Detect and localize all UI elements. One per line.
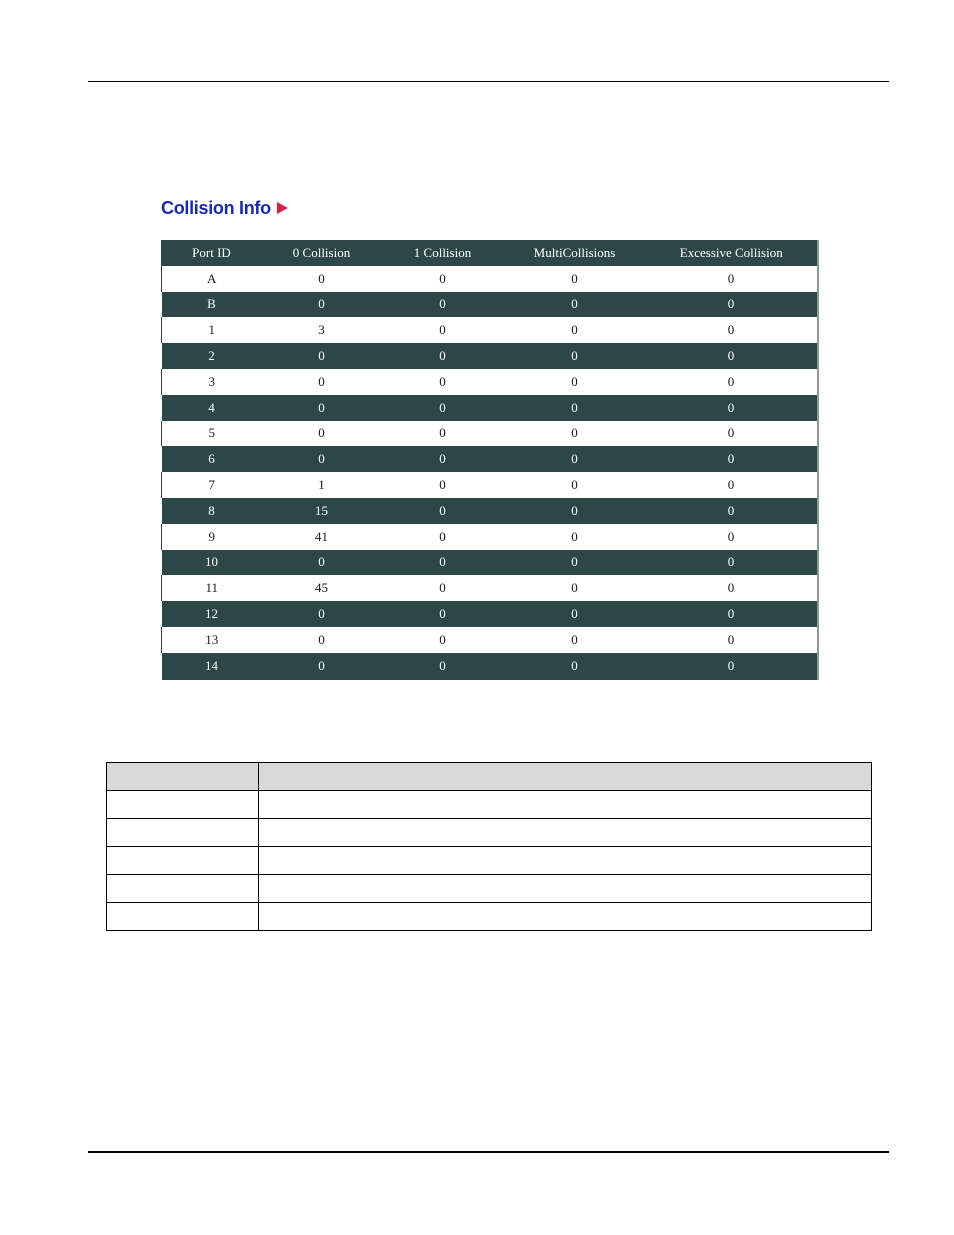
cell-multicollisions: 0 bbox=[571, 451, 578, 467]
table-row bbox=[107, 791, 872, 819]
table-row bbox=[162, 524, 818, 550]
table-row bbox=[162, 369, 818, 395]
cell-port-id: 1 bbox=[162, 317, 262, 343]
description-label-cell bbox=[107, 791, 259, 819]
cell-1-collision: 0 bbox=[439, 425, 446, 441]
description-header-description bbox=[259, 763, 872, 791]
table-row bbox=[162, 395, 818, 421]
column-header-1-collision: 1 Collision bbox=[382, 240, 504, 266]
cell-0-collision: 1 bbox=[318, 477, 325, 493]
panel-title-text: Collision Info bbox=[161, 197, 271, 218]
cell-excessive-collision: 0 bbox=[727, 502, 735, 518]
cell-excessive-collision: 0 bbox=[727, 399, 735, 415]
cell-1-collision: 0 bbox=[382, 653, 504, 679]
cell-0-collision: 0 bbox=[318, 270, 325, 286]
cell-port-id: B bbox=[207, 296, 216, 312]
table-row bbox=[162, 653, 818, 679]
description-table-header-row bbox=[107, 763, 872, 791]
cell-excessive-collision: 0 bbox=[727, 296, 735, 312]
table-row bbox=[162, 446, 818, 472]
cell-1-collision: 0 bbox=[439, 270, 446, 286]
cell-port-id: 6 bbox=[208, 451, 215, 467]
cell-multicollisions: 0 bbox=[571, 373, 578, 389]
cell-1-collision: 0 bbox=[439, 451, 446, 467]
cell-1-collision: 0 bbox=[439, 322, 446, 338]
cell-1-collision: 0 bbox=[439, 606, 446, 622]
cell-multicollisions: 0 bbox=[571, 606, 578, 622]
column-header-0-collision: 0 Collision bbox=[262, 240, 382, 266]
collision-info-title bbox=[161, 196, 288, 220]
cell-excessive-collision: 0 bbox=[646, 653, 818, 679]
description-label-cell bbox=[107, 903, 259, 931]
cell-excessive-collision: 0 bbox=[727, 606, 735, 622]
footer-rule bbox=[88, 1151, 889, 1153]
table-row bbox=[162, 343, 818, 369]
cell-multicollisions: 0 bbox=[571, 322, 578, 338]
description-text-cell bbox=[259, 847, 872, 875]
cell-port-id: 14 bbox=[162, 653, 262, 679]
header-rule bbox=[88, 81, 889, 82]
description-text-cell bbox=[259, 819, 872, 847]
cell-0-collision: 0 bbox=[318, 373, 325, 389]
cell-0-collision: 3 bbox=[318, 322, 325, 338]
cell-0-collision: 0 bbox=[318, 399, 325, 415]
cell-multicollisions: 0 bbox=[571, 554, 578, 570]
cell-1-collision: 0 bbox=[439, 477, 446, 493]
cell-0-collision: 0 bbox=[262, 653, 382, 679]
cell-port-id: 10 bbox=[205, 554, 218, 570]
cell-multicollisions: 0 bbox=[571, 580, 578, 596]
description-text-cell bbox=[259, 875, 872, 903]
column-header-excessive-collision: Excessive Collision bbox=[646, 240, 818, 266]
cell-0-collision: 0 bbox=[318, 296, 325, 312]
collision-table-body bbox=[162, 266, 818, 679]
description-label-cell bbox=[107, 819, 259, 847]
cell-0-collision: 15 bbox=[315, 502, 328, 518]
cell-1-collision: 0 bbox=[439, 502, 446, 518]
table-row bbox=[162, 550, 818, 576]
description-table bbox=[106, 762, 872, 931]
table-row bbox=[162, 421, 818, 447]
cell-excessive-collision: 0 bbox=[727, 348, 735, 364]
cell-1-collision: 0 bbox=[439, 528, 446, 544]
cell-multicollisions: 0 bbox=[571, 477, 578, 493]
table-row bbox=[107, 875, 872, 903]
cell-0-collision: 0 bbox=[318, 425, 325, 441]
table-row bbox=[162, 292, 818, 318]
table-row bbox=[162, 472, 818, 498]
table-row bbox=[162, 575, 818, 601]
cell-port-id: 11 bbox=[162, 575, 262, 601]
collision-table-header-row bbox=[162, 240, 818, 266]
cell-port-id: 4 bbox=[208, 399, 215, 415]
description-text-cell bbox=[259, 903, 872, 931]
table-row bbox=[107, 819, 872, 847]
cell-1-collision: 0 bbox=[439, 554, 446, 570]
cell-excessive-collision: 0 bbox=[727, 631, 735, 647]
cell-port-id: 2 bbox=[208, 348, 215, 364]
cell-excessive-collision: 0 bbox=[727, 451, 735, 467]
description-label-cell bbox=[107, 847, 259, 875]
description-text-cell bbox=[259, 791, 872, 819]
description-header-label bbox=[107, 763, 259, 791]
table-row bbox=[162, 317, 818, 343]
cell-0-collision: 41 bbox=[315, 528, 328, 544]
collision-info-table bbox=[161, 240, 819, 680]
column-header-port-id: Port ID bbox=[162, 240, 262, 266]
cell-1-collision: 0 bbox=[439, 373, 446, 389]
table-row bbox=[107, 903, 872, 931]
cell-excessive-collision: 0 bbox=[727, 322, 735, 338]
cell-0-collision: 0 bbox=[318, 631, 325, 647]
cell-multicollisions: 0 bbox=[571, 399, 578, 415]
cell-excessive-collision: 0 bbox=[727, 477, 735, 493]
cell-multicollisions: 0 bbox=[571, 425, 578, 441]
cell-multicollisions: 0 bbox=[571, 631, 578, 647]
cell-excessive-collision: 0 bbox=[727, 580, 735, 596]
cell-0-collision: 0 bbox=[318, 606, 325, 622]
cell-1-collision: 0 bbox=[439, 348, 446, 364]
cell-0-collision: 0 bbox=[318, 348, 325, 364]
column-header-multicollisions: MultiCollisions bbox=[504, 240, 646, 266]
cell-multicollisions: 0 bbox=[504, 653, 646, 679]
cell-excessive-collision: 0 bbox=[727, 270, 735, 286]
cell-port-id: A bbox=[162, 266, 262, 292]
cell-excessive-collision: 0 bbox=[727, 554, 735, 570]
cell-1-collision: 0 bbox=[439, 399, 446, 415]
triangle-right-icon bbox=[277, 202, 288, 214]
cell-port-id: 7 bbox=[162, 472, 262, 498]
cell-port-id: 12 bbox=[205, 606, 218, 622]
cell-1-collision: 0 bbox=[439, 631, 446, 647]
cell-0-collision: 0 bbox=[318, 554, 325, 570]
table-row bbox=[162, 266, 818, 292]
cell-multicollisions: 0 bbox=[571, 528, 578, 544]
table-row bbox=[107, 847, 872, 875]
table-row bbox=[162, 627, 818, 653]
cell-excessive-collision: 0 bbox=[727, 425, 735, 441]
cell-port-id: 3 bbox=[162, 369, 262, 395]
cell-port-id: 5 bbox=[162, 421, 262, 447]
description-table-body bbox=[107, 791, 872, 931]
cell-multicollisions: 0 bbox=[571, 270, 578, 286]
table-row bbox=[162, 498, 818, 524]
cell-0-collision: 45 bbox=[315, 580, 328, 596]
cell-multicollisions: 0 bbox=[571, 348, 578, 364]
cell-port-id: 9 bbox=[162, 524, 262, 550]
cell-1-collision: 0 bbox=[439, 580, 446, 596]
cell-multicollisions: 0 bbox=[571, 296, 578, 312]
cell-excessive-collision: 0 bbox=[727, 373, 735, 389]
cell-1-collision: 0 bbox=[439, 296, 446, 312]
description-label-cell bbox=[107, 875, 259, 903]
table-row bbox=[162, 601, 818, 627]
cell-0-collision: 0 bbox=[318, 451, 325, 467]
cell-port-id: 8 bbox=[208, 502, 215, 518]
cell-port-id: 13 bbox=[162, 627, 262, 653]
cell-multicollisions: 0 bbox=[571, 502, 578, 518]
cell-excessive-collision: 0 bbox=[727, 528, 735, 544]
